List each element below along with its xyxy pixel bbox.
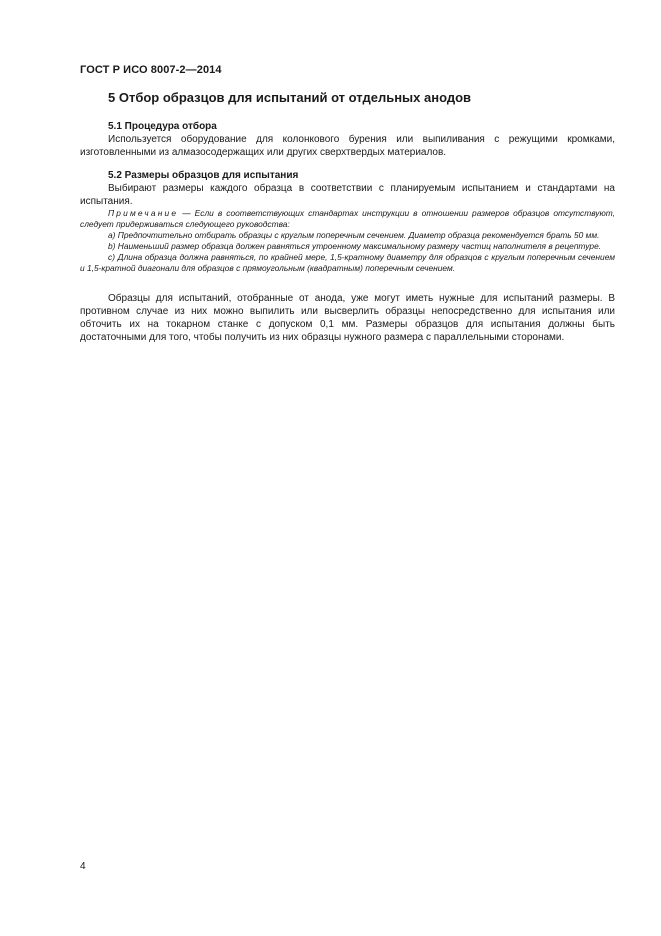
spacer	[80, 274, 615, 292]
subsection-5-1-paragraph: Используется оборудование для колонкового бурения или выпиливания с режущими кромками, изготовленными из алмазосодержащих или других сверхтвердых материалов.	[80, 134, 615, 158]
note-heading: Примечание	[108, 208, 179, 218]
note-item-b: b) Наименьший размер образца должен равняться утроенному максимальному размеру частиц наполнителя в рецептуре.	[108, 241, 602, 251]
subsection-5-2-paragraph: Выбирают размеры каждого образца в соответствии с планируемым испытанием и стандартами на испытания.	[80, 183, 615, 207]
spacer	[80, 159, 615, 170]
subsection-title-5-1: 5.1 Процедура отбора	[108, 121, 217, 132]
note-item-c: c) Длина образца должна равняться, по крайней мере, 1,5-кратному диаметру для образцов с круглым поперечным сечением и 1,5-кратной диагонали для образцов с прямоугольным (квадратным) поперечным сечением.	[80, 252, 615, 273]
note-item-a: a) Предпочтительно отбирать образцы с круглым поперечным сечением. Диаметр образца рекомендуется брать 50 мм.	[108, 230, 600, 240]
page-number: 4	[80, 861, 86, 872]
closing-paragraph: Образцы для испытаний, отобранные от анода, уже могут иметь нужные для испытаний размеры. В противном случае из них можно выпилить или высверлить образцы непосредственно для испытания или обточить их на токарном станке с допуском 0,1 мм. Размеры образцов для испытания должны быть достаточными для того, чтобы получить из них образцы нужного размера с параллельными сторонами.	[80, 293, 615, 343]
document-code-header: ГОСТ Р ИСО 8007-2—2014	[80, 64, 222, 76]
note-intro-text: — Если в соответствующих стандартах инструкции в отношении размеров образцов отсутствуют, следует придерживаться следующего руководства:	[80, 208, 615, 229]
section-title: 5 Отбор образцов для испытаний от отдельных анодов	[108, 90, 472, 105]
document-body	[80, 90, 615, 344]
subsection-title-5-2: 5.2 Размеры образцов для испытания	[108, 170, 299, 181]
note-intro	[80, 208, 615, 230]
